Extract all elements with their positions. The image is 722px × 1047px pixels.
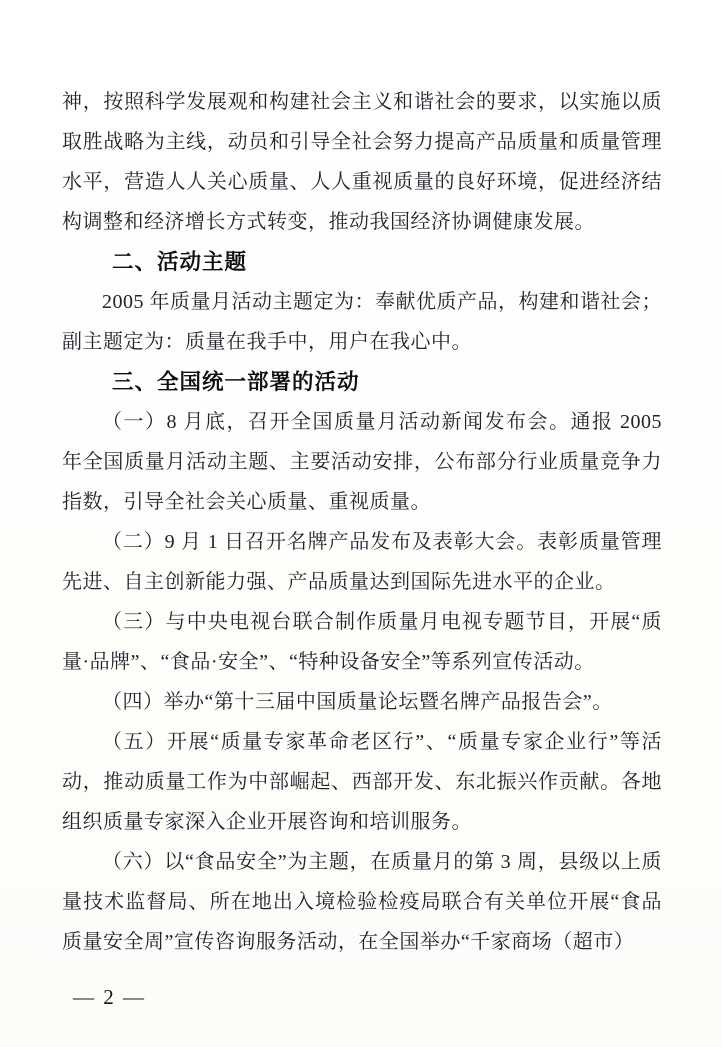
section-heading-activity-theme: 二、活动主题 [112,250,248,274]
section-heading-national-activities: 三、全国统一部署的活动 [112,370,360,394]
paragraph-item-5: （五）开展“质量专家革命老区行”、“质量专家企业行”等活动，推动质量工作为中部崛起、西部开发、东北振兴作贡献。各地组织质量专家深入企业开展咨询和培训服务。 [62,731,662,833]
paragraph-item-2: （二）9 月 1 日召开名牌产品发布及表彰大会。表彰质量管理先进、自主创新能力强、产品质量达到国际先进水平的企业。 [62,531,662,593]
paragraph-item-4: （四）举办“第十三届中国质量论坛暨名牌产品报告会”。 [102,691,613,713]
page-number: — 2 — [73,985,146,1009]
paragraph-item-1: （一）8 月底，召开全国质量月活动新闻发布会。通报 2005 年全国质量月活动主题、主要活动安排，公布部分行业质量竞争力指数，引导全社会关心质量、重视质量。 [62,411,662,513]
paragraph-continued: 神，按照科学发展观和构建社会主义和谐社会的要求，以实施以质取胜战略为主线，动员和引导全社会努力提高产品质量和质量管理水平，营造人人关心质量、人人重视质量的良好环境，促进经济结构调整和经济增长方式转变，推动我国经济协调健康发展。 [62,91,662,233]
document-body [62,82,662,962]
paragraph-theme: 2005 年质量月活动主题定为：奉献优质产品，构建和谐社会；副主题定为：质量在我手中，用户在我心中。 [62,291,662,353]
paragraph-item-6: （六）以“食品安全”为主题，在质量月的第 3 周，县级以上质量技术监督局、所在地出入境检验检疫局联合有关单位开展“食品质量安全周”宣传咨询服务活动，在全国举办“千家商场（超市） [62,851,662,953]
paragraph-item-3: （三）与中央电视台联合制作质量月电视专题节目，开展“质量·品牌”、“食品·安全”、“特种设备安全”等系列宣传活动。 [62,611,662,673]
